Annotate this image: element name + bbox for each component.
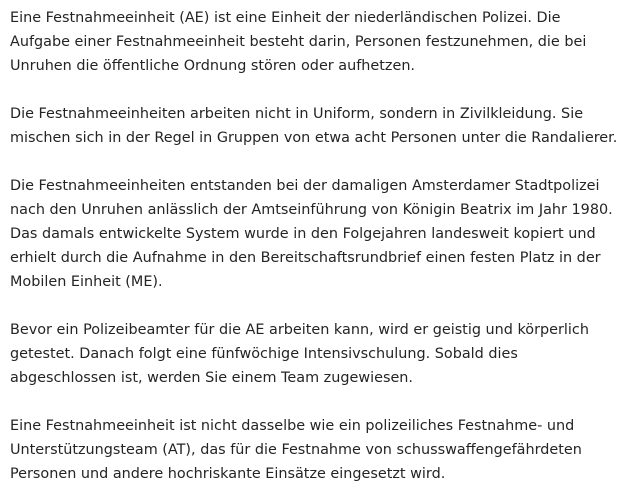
paragraph-definition: Eine Festnahmeeinheit (AE) ist eine Einheit der niederländischen Polizei. Die Aufgabe einer Festnahmeeinheit besteht darin, Personen festzunehmen, die bei Unruhen die öffentliche Ordnung stören oder aufhetzen. xyxy=(10,10,587,74)
paragraph-distinction: Eine Festnahmeeinheit ist nicht dasselbe wie ein polizeiliches Festnahme- und Unterstützungsteam (AT), das für die Festnahme von schusswaffengefährdeten Personen und andere hochriskante Einsätze eingesetzt wird. xyxy=(10,418,582,482)
paragraph-plain-clothes: Die Festnahmeeinheiten arbeiten nicht in Uniform, sondern in Zivilkleidung. Sie mischen sich in der Regel in Gruppen von etwa acht Personen unter die Randalierer. xyxy=(10,106,618,146)
paragraph-history: Die Festnahmeeinheiten entstanden bei der damaligen Amsterdamer Stadtpolizei nach den Unruhen anlässlich der Amtseinführung von Königin Beatrix im Jahr 1980. Das damals entwickelte System wurde in den Folgejahren landesweit kopiert und erhielt durch die Aufnahme in den Bereitschaftsrundbrief einen festen Platz in der Mobilen Einheit (ME). xyxy=(10,178,613,290)
paragraph-training: Bevor ein Polizeibeamter für die AE arbeiten kann, wird er geistig und körperlich getestet. Danach folgt eine fünfwöchige Intensivschulung. Sobald dies abgeschlossen ist, werden Sie einem Team zugewiesen. xyxy=(10,322,589,386)
